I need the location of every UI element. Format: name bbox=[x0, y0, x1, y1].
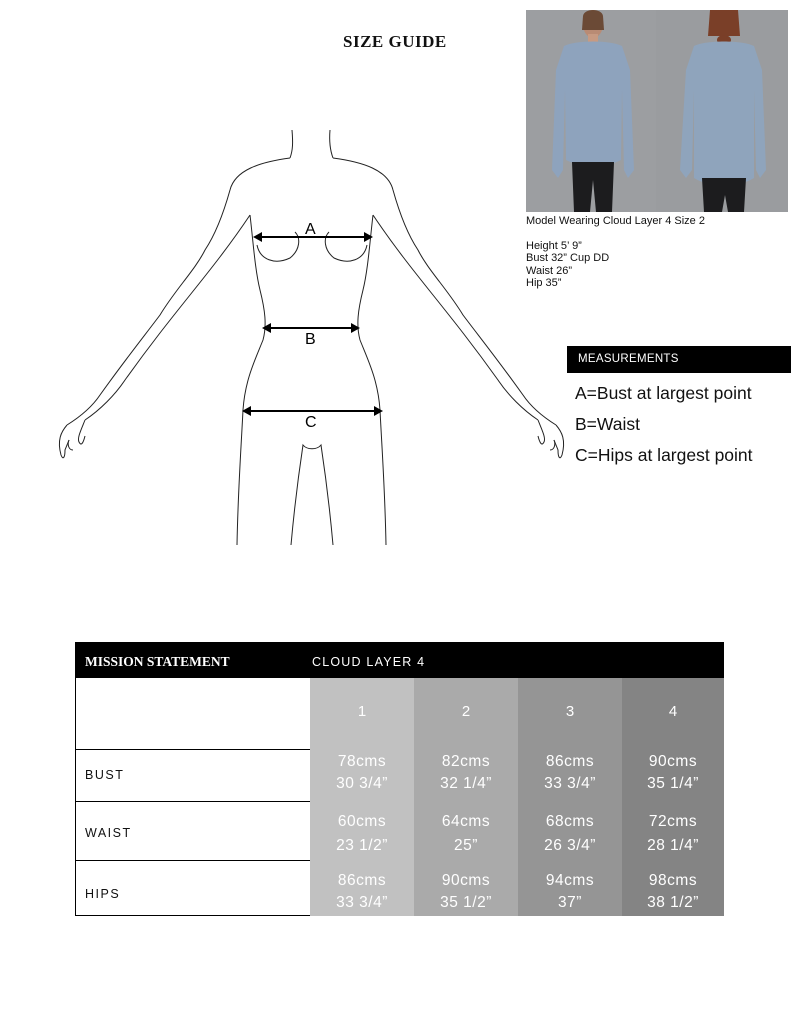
hips-cm: 86cms bbox=[337, 872, 387, 889]
bust-in: 35 1/4” bbox=[647, 775, 699, 792]
body-outline-figure bbox=[55, 120, 575, 550]
row-divider bbox=[76, 860, 310, 861]
product-name: CLOUD LAYER 4 bbox=[312, 655, 426, 669]
model-height: Height 5’ 9” bbox=[526, 239, 582, 252]
product-photo bbox=[526, 10, 788, 212]
table-header bbox=[76, 643, 723, 678]
model-hip: Hip 35” bbox=[526, 277, 562, 289]
measurement-waist: B=Waist bbox=[575, 414, 640, 434]
label-a: A bbox=[305, 221, 316, 238]
size-column-2 bbox=[414, 678, 518, 916]
model-info bbox=[526, 215, 705, 290]
measurement-bust: A=Bust at largest point bbox=[575, 383, 752, 403]
mission-statement-heading: MISSION STATEMENT bbox=[85, 654, 230, 669]
waist-cm: 72cms bbox=[648, 813, 698, 830]
row-divider bbox=[76, 801, 310, 802]
waist-in: 28 1/4” bbox=[647, 837, 699, 854]
bust-cm: 86cms bbox=[545, 753, 595, 770]
bust-in: 30 3/4” bbox=[336, 775, 388, 792]
measurement-hips: C=Hips at largest point bbox=[575, 445, 753, 465]
hips-cm: 94cms bbox=[545, 872, 595, 889]
row-divider bbox=[76, 749, 310, 750]
hips-cm: 98cms bbox=[648, 872, 698, 889]
bust-cm: 90cms bbox=[648, 753, 698, 770]
waist-in: 25” bbox=[454, 837, 478, 854]
size-number: 1 bbox=[357, 703, 367, 720]
row-label-hips: HIPS bbox=[85, 887, 121, 901]
size-number: 2 bbox=[461, 703, 471, 720]
bust-cm: 82cms bbox=[441, 753, 491, 770]
bust-cm: 78cms bbox=[337, 753, 387, 770]
size-number: 3 bbox=[565, 703, 575, 720]
size-column-3 bbox=[518, 678, 622, 916]
hips-in: 33 3/4” bbox=[336, 894, 388, 911]
waist-cm: 64cms bbox=[441, 813, 491, 830]
size-column-1 bbox=[310, 678, 414, 916]
waist-cm: 60cms bbox=[337, 813, 387, 830]
size-column-4 bbox=[622, 678, 724, 916]
hips-in: 37” bbox=[558, 894, 582, 911]
size-number: 4 bbox=[668, 703, 678, 720]
model-front-image bbox=[526, 10, 656, 212]
bust-in: 32 1/4” bbox=[440, 775, 492, 792]
hips-in: 38 1/2” bbox=[647, 894, 699, 911]
size-table bbox=[75, 642, 724, 916]
waist-in: 26 3/4” bbox=[544, 837, 596, 854]
hips-cm: 90cms bbox=[441, 872, 491, 889]
measurements-list bbox=[575, 380, 753, 473]
waist-cm: 68cms bbox=[545, 813, 595, 830]
hips-in: 35 1/2” bbox=[440, 894, 492, 911]
model-caption: Model Wearing Cloud Layer 4 Size 2 bbox=[526, 215, 705, 227]
model-back-image bbox=[658, 10, 788, 212]
model-waist: Waist 26” bbox=[526, 264, 573, 277]
waist-in: 23 1/2” bbox=[336, 837, 388, 854]
label-b: B bbox=[305, 331, 316, 348]
measurements-header: MEASUREMENTS bbox=[567, 346, 791, 373]
model-bust: Bust 32” Cup DD bbox=[526, 252, 610, 264]
page-title: SIZE GUIDE bbox=[343, 32, 447, 51]
label-c: C bbox=[305, 414, 317, 431]
row-label-waist: WAIST bbox=[85, 826, 132, 840]
bust-in: 33 3/4” bbox=[544, 775, 596, 792]
row-label-bust: BUST bbox=[85, 768, 125, 782]
